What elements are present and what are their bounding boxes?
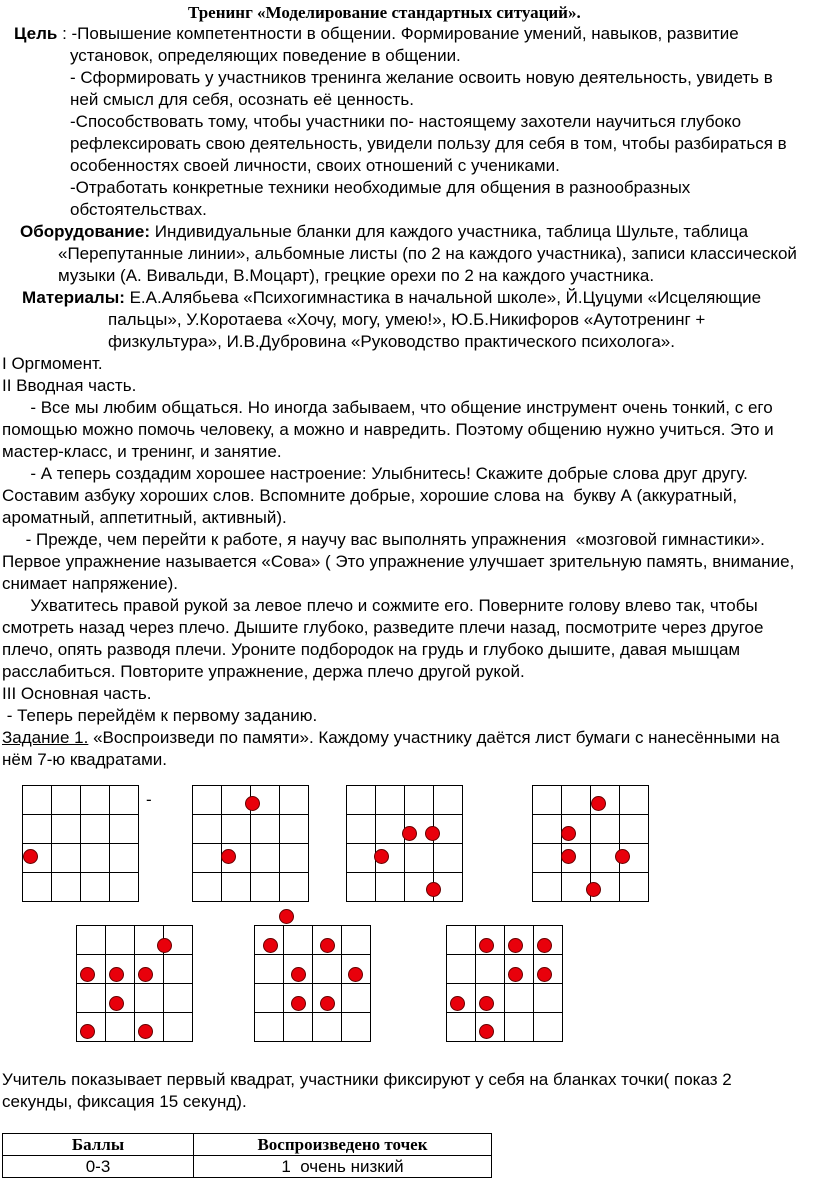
red-dot [450,996,465,1011]
goal-line-1 [14,23,739,44]
body-line: ароматный, аппетитный, активный). [2,508,287,527]
red-dot [320,938,335,953]
red-dot [425,826,440,841]
body-line: снимает напряжение). [2,574,178,593]
red-dot [138,967,153,982]
red-dot [508,967,523,982]
red-dot [479,1024,494,1039]
red-dot [348,967,363,982]
red-dot [291,967,306,982]
goal-text: обстоятельствах. [70,200,207,219]
cell-reproduced: 1 очень низкий [194,1156,492,1178]
red-dot [138,1024,153,1039]
red-dot [508,938,523,953]
goal-text: особенностях своей личности, своих отношений с учениками. [70,156,560,175]
task-text-0: «Воспроизведи по памяти». Каждому участнику даётся лист бумаги с нанесёнными на [88,728,780,747]
red-dot [221,849,236,864]
body-line: - Прежде, чем перейти к работе, я научу вас выполнять упражнения «мозговой гимнастики». [2,530,765,549]
goal-text: - Сформировать у участников тренинга желание освоить новую деятельность, увидеть в [70,68,773,87]
red-dot [23,849,38,864]
goal-text: ней смысл для себя, осознать её ценность. [70,90,414,109]
red-dot [561,826,576,841]
red-dot [263,938,278,953]
red-dot [320,996,335,1011]
goal-label: Цель [14,24,58,43]
equipment-line-1 [20,221,748,242]
body-line: помощью можно помочь человеку, а можно и навредить. Поэтому общению нужно учиться. Это и [2,420,774,439]
body-line: Составим азбуку хороших слов. Вспомните добрые, хорошие слова на букву А (аккуратный, [2,486,738,505]
equipment-label: Оборудование: [20,222,150,241]
materials-label: Материалы: [22,288,125,307]
red-dot [374,849,389,864]
task-line-1 [2,727,780,748]
col-header-points: Баллы [3,1134,194,1156]
red-dot [402,826,417,841]
cell-points: 0-3 [3,1156,194,1178]
page-title: Тренинг «Моделирование стандартных ситуаций». [188,3,581,22]
table-row [3,1156,492,1178]
goal-text: -Отработать конкретные техники необходимые для общения в разнообразных [70,178,691,197]
body-line: II Вводная часть. [2,376,137,395]
equipment-text: «Перепутанные линии», альбомные листы (по 2 на каждого участника), записи классической [58,244,797,263]
red-dot [426,882,441,897]
body-line: расслабиться. Повторите упражнение, держа плечо другой рукой. [2,662,525,681]
dot-grid-7 [446,925,563,1042]
red-dot [479,996,494,1011]
body-line: I Оргмомент. [2,354,103,373]
body-line: плечо, опять разводя плечи. Уроните подбородок на грудь и глубоко дышите, давая мышцам [2,640,741,659]
materials-text-0: Е.А.Алябьева «Психогимнастика в начальной школе», Й.Цуцуми «Исцеляющие [124,288,762,307]
red-dot [80,967,95,982]
dot-grid-4 [532,785,649,902]
red-dot [615,849,630,864]
materials-text: пальцы», У.Коротаева «Хочу, могу, умею!», Ю.Б.Никифоров «Аутотренинг + [108,310,706,329]
after-line: секунды, фиксация 15 секунд). [2,1092,247,1111]
goal-text-0: -Повышение компетентности в общении. Формирование умений, навыков, развитие [71,24,739,43]
body-line: смотреть назад через плечо. Дышите глубоко, разведите плечи назад, посмотрите через другое [2,618,764,637]
body-line: - А теперь создадим хорошее настроение: Улыбнитесь! Скажите добрые слова друг другу. [2,464,748,483]
goal-sep: : [57,24,72,43]
red-dot [109,996,124,1011]
task-label: Задание 1. [2,728,89,747]
red-dot [109,967,124,982]
red-dot [537,938,552,953]
red-dot [591,796,606,811]
body-line: III Основная часть. [2,684,152,703]
red-dot [586,882,601,897]
body-line: Первое упражнение называется «Сова» ( Это упражнение улучшает зрительную память, внимание, [2,552,795,571]
red-dot [157,938,172,953]
dot-grid-2 [192,785,309,902]
table-header-row [3,1134,492,1156]
dash-mark: - [146,790,152,809]
materials-text: физкультура», И.В.Дубровина «Руководство практического психолога». [108,332,675,351]
score-table [2,1133,492,1178]
red-dot [279,909,294,924]
body-line: - Все мы любим общаться. Но иногда забываем, что общение инструмент очень тонкий, с его [2,398,773,417]
body-line: - Теперь перейдём к первому заданию. [2,706,318,725]
task-text: нём 7-ю квадратами. [2,750,167,769]
dot-grid-5 [76,925,193,1042]
after-line: Учитель показывает первый квадрат, участники фиксируют у себя на бланках точки( показ 2 [2,1070,732,1089]
materials-line-1 [22,287,761,308]
red-dot [291,996,306,1011]
body-line: мастер-класс, и тренинг, и занятие. [2,442,282,461]
body-line: Ухватитесь правой рукой за левое плечо и сожмите его. Поверните голову влево так, чтобы [2,596,758,615]
red-dot [245,796,260,811]
dot-grid-1 [22,785,139,902]
goal-text: рефлексировать свою деятельность, увидели пользу для себя в том, чтобы разбираться в [70,134,787,153]
red-dot [80,1024,95,1039]
col-header-reproduced: Воспроизведено точек [194,1134,492,1156]
equipment-text: музыки (А. Вивальди, В.Моцарт), грецкие орехи по 2 на каждого участника. [58,266,655,285]
red-dot [561,849,576,864]
equipment-text-0: Индивидуальные бланки для каждого участника, таблица Шульте, таблица [150,222,749,241]
red-dot [537,967,552,982]
red-dot [479,938,494,953]
dot-grid-6 [254,925,371,1042]
goal-text: установок, определяющих поведение в общении. [70,46,461,65]
goal-text: -Способствовать тому, чтобы участники по- настоящему захотели научиться глубоко [70,112,742,131]
dot-grid-3 [346,785,463,902]
